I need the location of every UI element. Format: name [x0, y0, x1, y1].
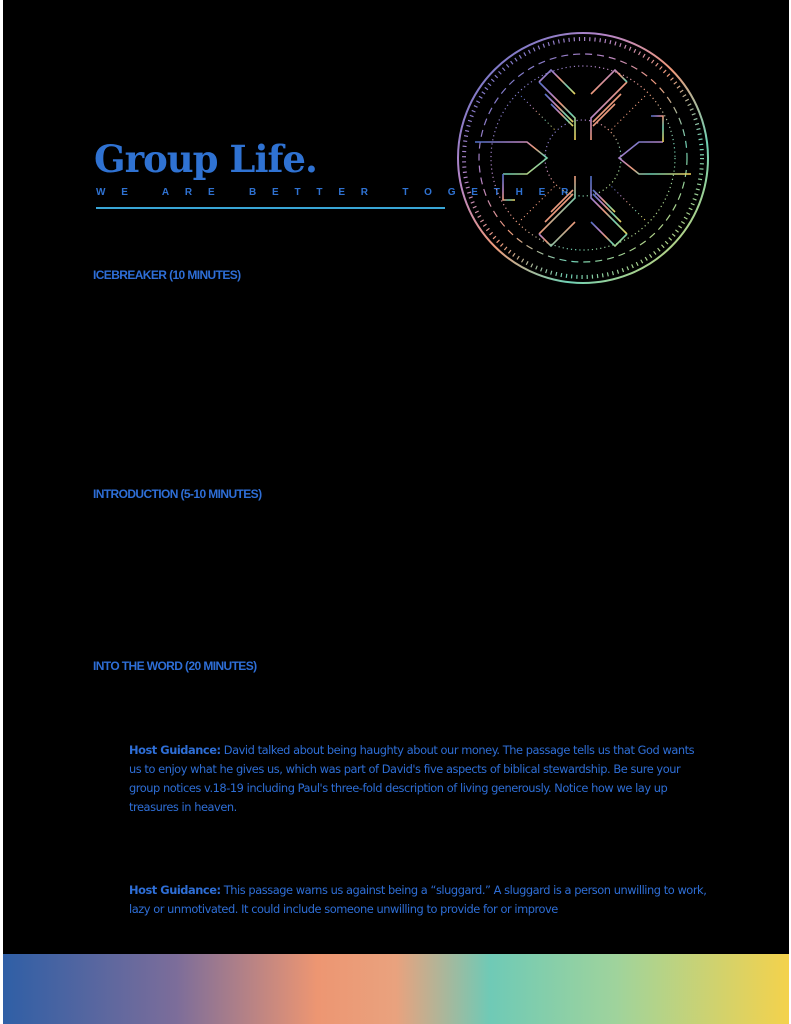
host-guidance-label: Host Guidance: [129, 743, 221, 757]
introduction-heading: INTRODUCTION (5-10 MINUTES) [93, 487, 262, 501]
footer-gradient-bar [3, 954, 789, 1024]
host-guidance-text: David talked about being haughty about our money. The passage tells us that God wants us to enjoy what he gives us, which was part of David's five aspects of biblical stewardship. Be sure your group notices v.18-19 including Paul's three-fold description of living generously. Notice how we lay up treasures in heaven. [129, 743, 695, 814]
hands-cross-emblem-icon [455, 30, 711, 286]
host-guidance-1 [129, 741, 707, 817]
into-the-word-heading: INTO THE WORD (20 MINUTES) [93, 659, 257, 673]
tagline: WE ARE BETTER TOGETHER [96, 187, 585, 198]
host-guidance-label: Host Guidance: [129, 883, 221, 897]
host-guidance-text: This passage warns us against being a “sluggard.” A sluggard is a person unwilling to work, lazy or unmotivated. It could include someone unwilling to provide for or improve [129, 883, 707, 916]
host-guidance-2 [129, 881, 707, 919]
page-title: Group Life. [94, 137, 317, 181]
title-underline [96, 207, 445, 209]
icebreaker-heading: ICEBREAKER (10 MINUTES) [93, 268, 241, 282]
